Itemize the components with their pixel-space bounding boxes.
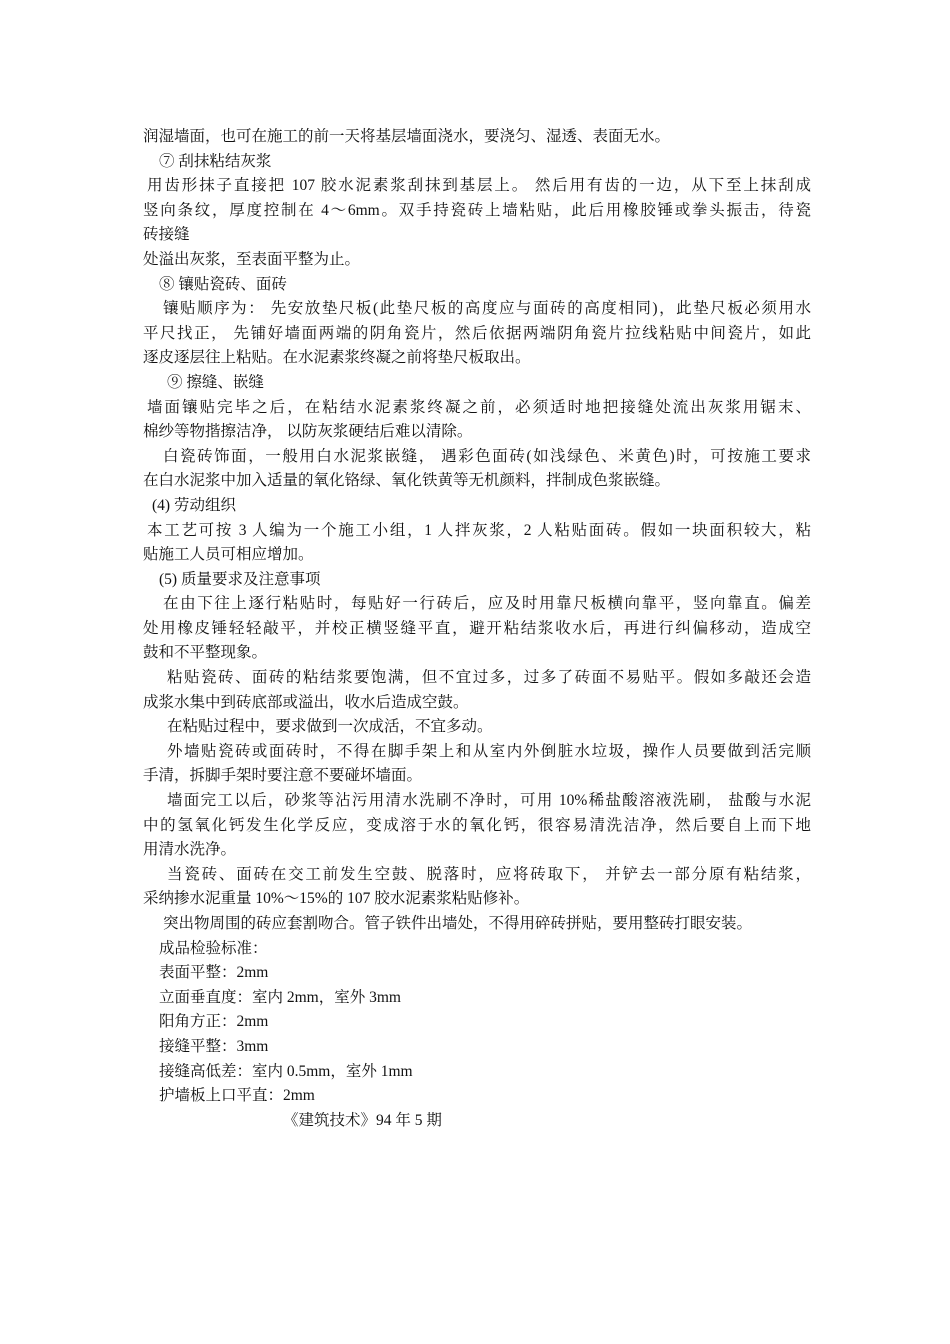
text-line: 外墙贴瓷砖或面砖时，不得在脚手架上和从室内外倒脏水垃圾，操作人员要做到活完顺 bbox=[167, 742, 811, 760]
standard-item: 阳角方正：2mm bbox=[159, 1013, 269, 1031]
text-line: 手清，拆脚手架时要注意不要碰坏墙面。 bbox=[143, 767, 423, 785]
text-line: 成浆水集中到砖底部或溢出，收水后造成空鼓。 bbox=[143, 693, 469, 711]
text-line: 贴施工人员可相应增加。 bbox=[143, 546, 314, 564]
text-line: 逐皮逐层往上粘贴。在水泥素浆终凝之前将垫尺板取出。 bbox=[143, 349, 531, 367]
text-line: 平尺找正， 先铺好墙面两端的阴角瓷片，然后依据两端阴角瓷片拉线粘贴中间瓷片，如此 bbox=[143, 324, 811, 342]
text-line: 竖向条纹，厚度控制在 4～6mm。双手持瓷砖上墙粘贴，此后用橡胶锤或拳头振击，待瓷 bbox=[143, 201, 811, 219]
standard-item: 接缝高低差：室内 0.5mm，室外 1mm bbox=[159, 1062, 413, 1080]
text-line: 墙面完工以后，砂浆等沾污用清水洗刷不净时，可用 10%稀盐酸溶液洗刷， 盐酸与水泥 bbox=[167, 792, 811, 810]
text-line: 本工艺可按 3 人编为一个施工小组，1 人拌灰浆，2 人粘贴面砖。假如一块面积较大，粘 bbox=[147, 521, 811, 539]
text-line: 砖接缝 bbox=[143, 226, 190, 244]
text-line: 镶贴顺序为： 先安放垫尺板(此垫尺板的高度应与面砖的高度相同)，此垫尺板必须用水 bbox=[163, 300, 811, 318]
text-line: 用齿形抹子直接把 107 胶水泥素浆刮抹到基层上。 然后用有齿的一边，从下至上抹刮成 bbox=[147, 177, 811, 195]
section-heading: (4) 劳动组织 bbox=[152, 496, 236, 514]
standard-item: 接缝平整：3mm bbox=[159, 1037, 269, 1055]
step-heading: ⑨ 擦缝、嵌缝 bbox=[167, 373, 264, 391]
step-heading: ⑧ 镶贴瓷砖、面砖 bbox=[159, 275, 287, 293]
step-heading: ⑦ 刮抹粘结灰浆 bbox=[159, 152, 272, 170]
section-heading: (5) 质量要求及注意事项 bbox=[159, 570, 321, 588]
text-line: 中的氢氧化钙发生化学反应，变成溶于水的氧化钙，很容易清洗洁净，然后要自上而下地 bbox=[143, 816, 811, 834]
text-line: 润湿墙面，也可在施工的前一天将基层墙面浇水，要浇匀、湿透、表面无水。 bbox=[143, 128, 671, 145]
text-line: 在粘贴过程中，要求做到一次成活，不宜多动。 bbox=[167, 718, 493, 736]
text-line: 鼓和不平整现象。 bbox=[143, 644, 268, 662]
standard-item: 表面平整：2mm bbox=[159, 964, 269, 982]
text-line: 粘贴瓷砖、面砖的粘结浆要饱满，但不宜过多，过多了砖面不易贴平。假如多敲还会造 bbox=[167, 669, 811, 687]
document-body bbox=[143, 125, 811, 1133]
standard-item: 护墙板上口平直：2mm bbox=[159, 1087, 315, 1105]
standard-item: 立面垂直度：室内 2mm，室外 3mm bbox=[159, 988, 401, 1006]
text-line: 用清水洗净。 bbox=[143, 841, 237, 859]
text-line: 处溢出灰浆，至表面平整为止。 bbox=[143, 250, 361, 268]
text-line: 在白水泥浆中加入适量的氧化铬绿、氧化铁黄等无机颜料，拌制成色浆嵌缝。 bbox=[143, 472, 671, 490]
standards-heading: 成品检验标准： bbox=[159, 939, 268, 957]
text-line: 在由下往上逐行粘贴时，每贴好一行砖后，应及时用靠尺板横向靠平，竖向靠直。偏差 bbox=[163, 595, 811, 613]
text-line: 棉纱等物揩擦洁净， 以防灰浆硬结后难以清除。 bbox=[143, 423, 473, 441]
text-line: 白瓷砖饰面，一般用白水泥浆嵌缝， 遇彩色面砖(如浅绿色、米黄色)时，可按施工要求 bbox=[163, 447, 811, 465]
text-line: 采纳掺水泥重量 10%～15%的 107 胶水泥素浆粘贴修补。 bbox=[143, 890, 530, 908]
text-line: 当瓷砖、面砖在交工前发生空鼓、脱落时，应将砖取下， 并铲去一部分原有粘结浆， bbox=[167, 865, 811, 883]
text-line: 突出物周围的砖应套割吻合。管子铁件出墙处，不得用碎砖拼贴，要用整砖打眼安装。 bbox=[163, 915, 753, 932]
text-line: 墙面镶贴完毕之后，在粘结水泥素浆终凝之前，必须适时地把接缝处流出灰浆用锯末、 bbox=[147, 398, 811, 416]
source-citation: 《建筑技术》94 年 5 期 bbox=[283, 1111, 442, 1129]
text-line: 处用橡皮锤轻轻敲平，并校正横竖缝平直，避开粘结浆收水后，再进行纠偏移动，造成空 bbox=[143, 619, 811, 637]
